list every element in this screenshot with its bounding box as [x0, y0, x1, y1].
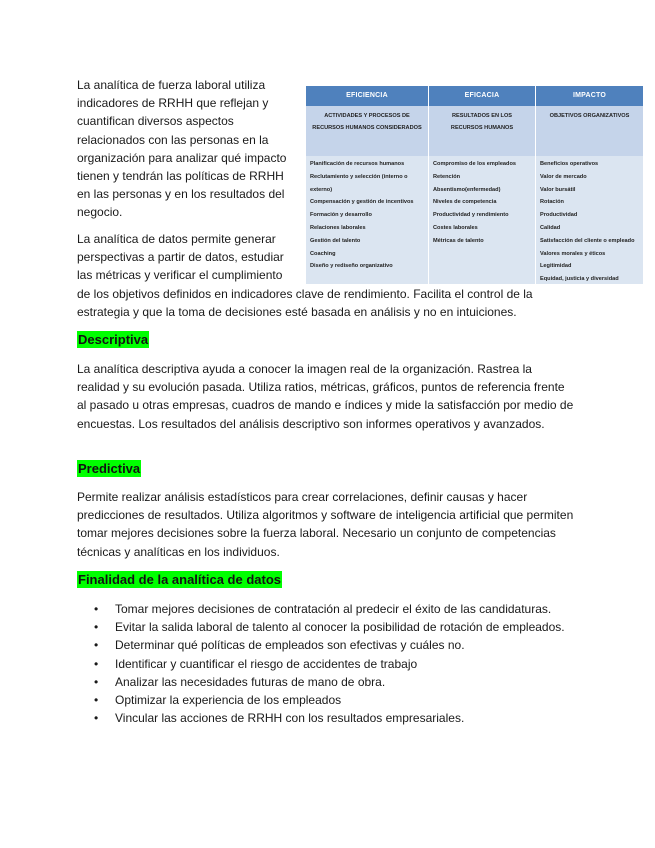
heading-descriptiva: Descriptiva — [78, 332, 149, 347]
list-item-text: Optimizar la experiencia de los empleados — [115, 693, 342, 708]
figure-item-eficacia: Retención — [433, 173, 461, 180]
list-item — [77, 655, 577, 673]
list-item-text: Evitar la salida laboral de talento al conocer la posibilidad de rotación de empleados. — [115, 620, 565, 635]
figure-item-eficiencia: Compensación y gestión de incentivos — [310, 199, 414, 206]
figure-column-impacto — [536, 156, 643, 284]
list-item — [77, 636, 577, 654]
list-item — [77, 673, 577, 691]
hr-analytics-figure — [306, 86, 643, 284]
figure-item-eficacia: Absentismo(enfermedad) — [433, 186, 501, 193]
finalidad-list — [77, 600, 577, 727]
figure-header-impacto: IMPACTO — [572, 91, 607, 99]
figure-subheader-2: RESULTADOS EN LOS RECURSOS HUMANOS — [429, 106, 536, 156]
figure-item-impacto: Beneficios operativos — [540, 161, 599, 167]
intro-column — [77, 76, 299, 284]
figure-header-eficacia: EFICACIA — [429, 86, 536, 106]
figure-header-eficiencia: EFICIENCIA — [306, 86, 429, 106]
figure-item-eficacia: Niveles de competencia — [433, 199, 497, 206]
figure-item-eficiencia: Planificación de recursos humanos — [310, 161, 405, 167]
figure-item-impacto: Calidad — [540, 224, 561, 231]
figure-column-eficacia — [429, 156, 536, 284]
figure-subheader-1: ACTIVIDADES Y PROCESOS DE RECURSOS HUMANOS CONSIDERADOS — [306, 106, 429, 156]
figure-body-row — [306, 156, 643, 284]
figure-column-eficiencia — [306, 156, 429, 284]
figure-item-impacto: Rotación — [540, 199, 564, 206]
figure-item-impacto: Valor de mercado — [540, 173, 587, 180]
figure-item-eficiencia: Reclutamiento y selección (interno o — [310, 173, 408, 180]
intro-continuation — [77, 285, 577, 321]
figure-item-impacto: Valor bursátil — [540, 186, 576, 193]
figure-subheader-3: OBJETIVOS ORGANIZATIVOS — [549, 113, 630, 119]
figure-subheader-row — [306, 106, 643, 156]
list-item — [77, 709, 577, 727]
intro-paragraph-2: La analítica de datos permite generar perspectivas a partir de datos, estudiar las métricas y verificar el cumplimiento — [77, 231, 284, 283]
figure-item-eficiencia: Gestión del talento — [310, 237, 361, 244]
list-item — [77, 618, 577, 636]
bullet-icon: • — [94, 638, 99, 653]
descriptiva-text: La analítica descriptiva ayuda a conocer la imagen real de la organización. Rastrea la realidad y su evolución pasada. Utiliza ratios, métricas, gráficos, puntos de referencia frente al pasado u otras empresas, cuadros de mando e índices y mide la satisfacción por medio de encuestas. Los resultados del análisis descriptivo son informes operativos y avanzados. — [77, 362, 574, 431]
list-item-text: Tomar mejores decisiones de contratación al predecir el éxito de las candidaturas. — [115, 602, 552, 616]
predictiva-text: Permite realizar análisis estadísticos para crear correlaciones, definir causas y hacer predicciones de resultados. Utiliza algoritmos y software de inteligencia artificial que permiten tomar mejores decisiones sobre la fuerza laboral. Necesario un conjunto de competencias técnicas y analíticas en los individuos. — [77, 490, 574, 559]
list-item-text: Identificar y cuantificar el riesgo de accidentes de trabajo — [115, 656, 418, 671]
bullet-icon: • — [94, 674, 99, 689]
list-item — [77, 600, 577, 618]
bullet-icon: • — [94, 602, 99, 616]
intro-paragraph-1: La analítica de fuerza laboral utiliza indicadores de RRHH que reflejan y cuantifican diversos aspectos relacionados con las personas en la organización para analizar qué impacto tienen y tendrán las políticas de RRHH en las personas y en los resultados del negocio. — [77, 78, 287, 220]
heading-finalidad: Finalidad de la analítica de datos — [78, 572, 281, 587]
figure-item-impacto: Valores morales y éticos — [540, 250, 606, 257]
figure-item-eficacia: Compromiso de los empleados — [433, 161, 516, 167]
figure-item-impacto: Satisfacción del cliente o empleado — [540, 237, 635, 244]
list-item — [77, 691, 577, 709]
figure-item-eficacia: Productividad y rendimiento — [433, 212, 509, 219]
list-item-text: Determinar qué políticas de empleados son efectivas y cuáles no. — [115, 638, 465, 653]
bullet-icon: • — [94, 693, 99, 708]
descriptiva-section — [77, 360, 577, 433]
list-item-text: Vincular las acciones de RRHH con los resultados empresariales. — [115, 711, 465, 726]
figure-item-eficiencia: Relaciones laborales — [310, 224, 366, 231]
figure-item-impacto: Productividad — [540, 212, 578, 219]
bullet-icon: • — [94, 656, 99, 671]
figure-item-eficiencia: Formación y desarrollo — [310, 212, 372, 219]
figure-item-eficiencia: Coaching — [310, 250, 336, 257]
figure-item-eficacia: Costes laborales — [433, 224, 478, 231]
predictiva-section — [77, 488, 577, 561]
intro-paragraph-2-continued: de los objetivos definidos en indicadores clave de rendimiento. Facilita el control de la estrategia y que la toma de decisiones esté basada en análisis y no en intuiciones. — [77, 287, 533, 320]
figure-item-eficiencia: externo) — [310, 186, 333, 193]
bullet-icon: • — [94, 711, 99, 726]
heading-predictiva: Predictiva — [78, 461, 141, 476]
list-item-text: Analizar las necesidades futuras de mano de obra. — [115, 674, 386, 689]
bullet-icon: • — [94, 620, 99, 635]
figure-item-eficiencia: Diseño y rediseño organizativo — [310, 263, 393, 270]
figure-header-row — [306, 86, 643, 106]
figure-item-impacto: Equidad, justicia y diversidad — [540, 276, 619, 283]
figure-item-impacto: Legitimidad — [540, 263, 572, 270]
figure-item-eficacia: Métricas de talento — [433, 237, 484, 244]
